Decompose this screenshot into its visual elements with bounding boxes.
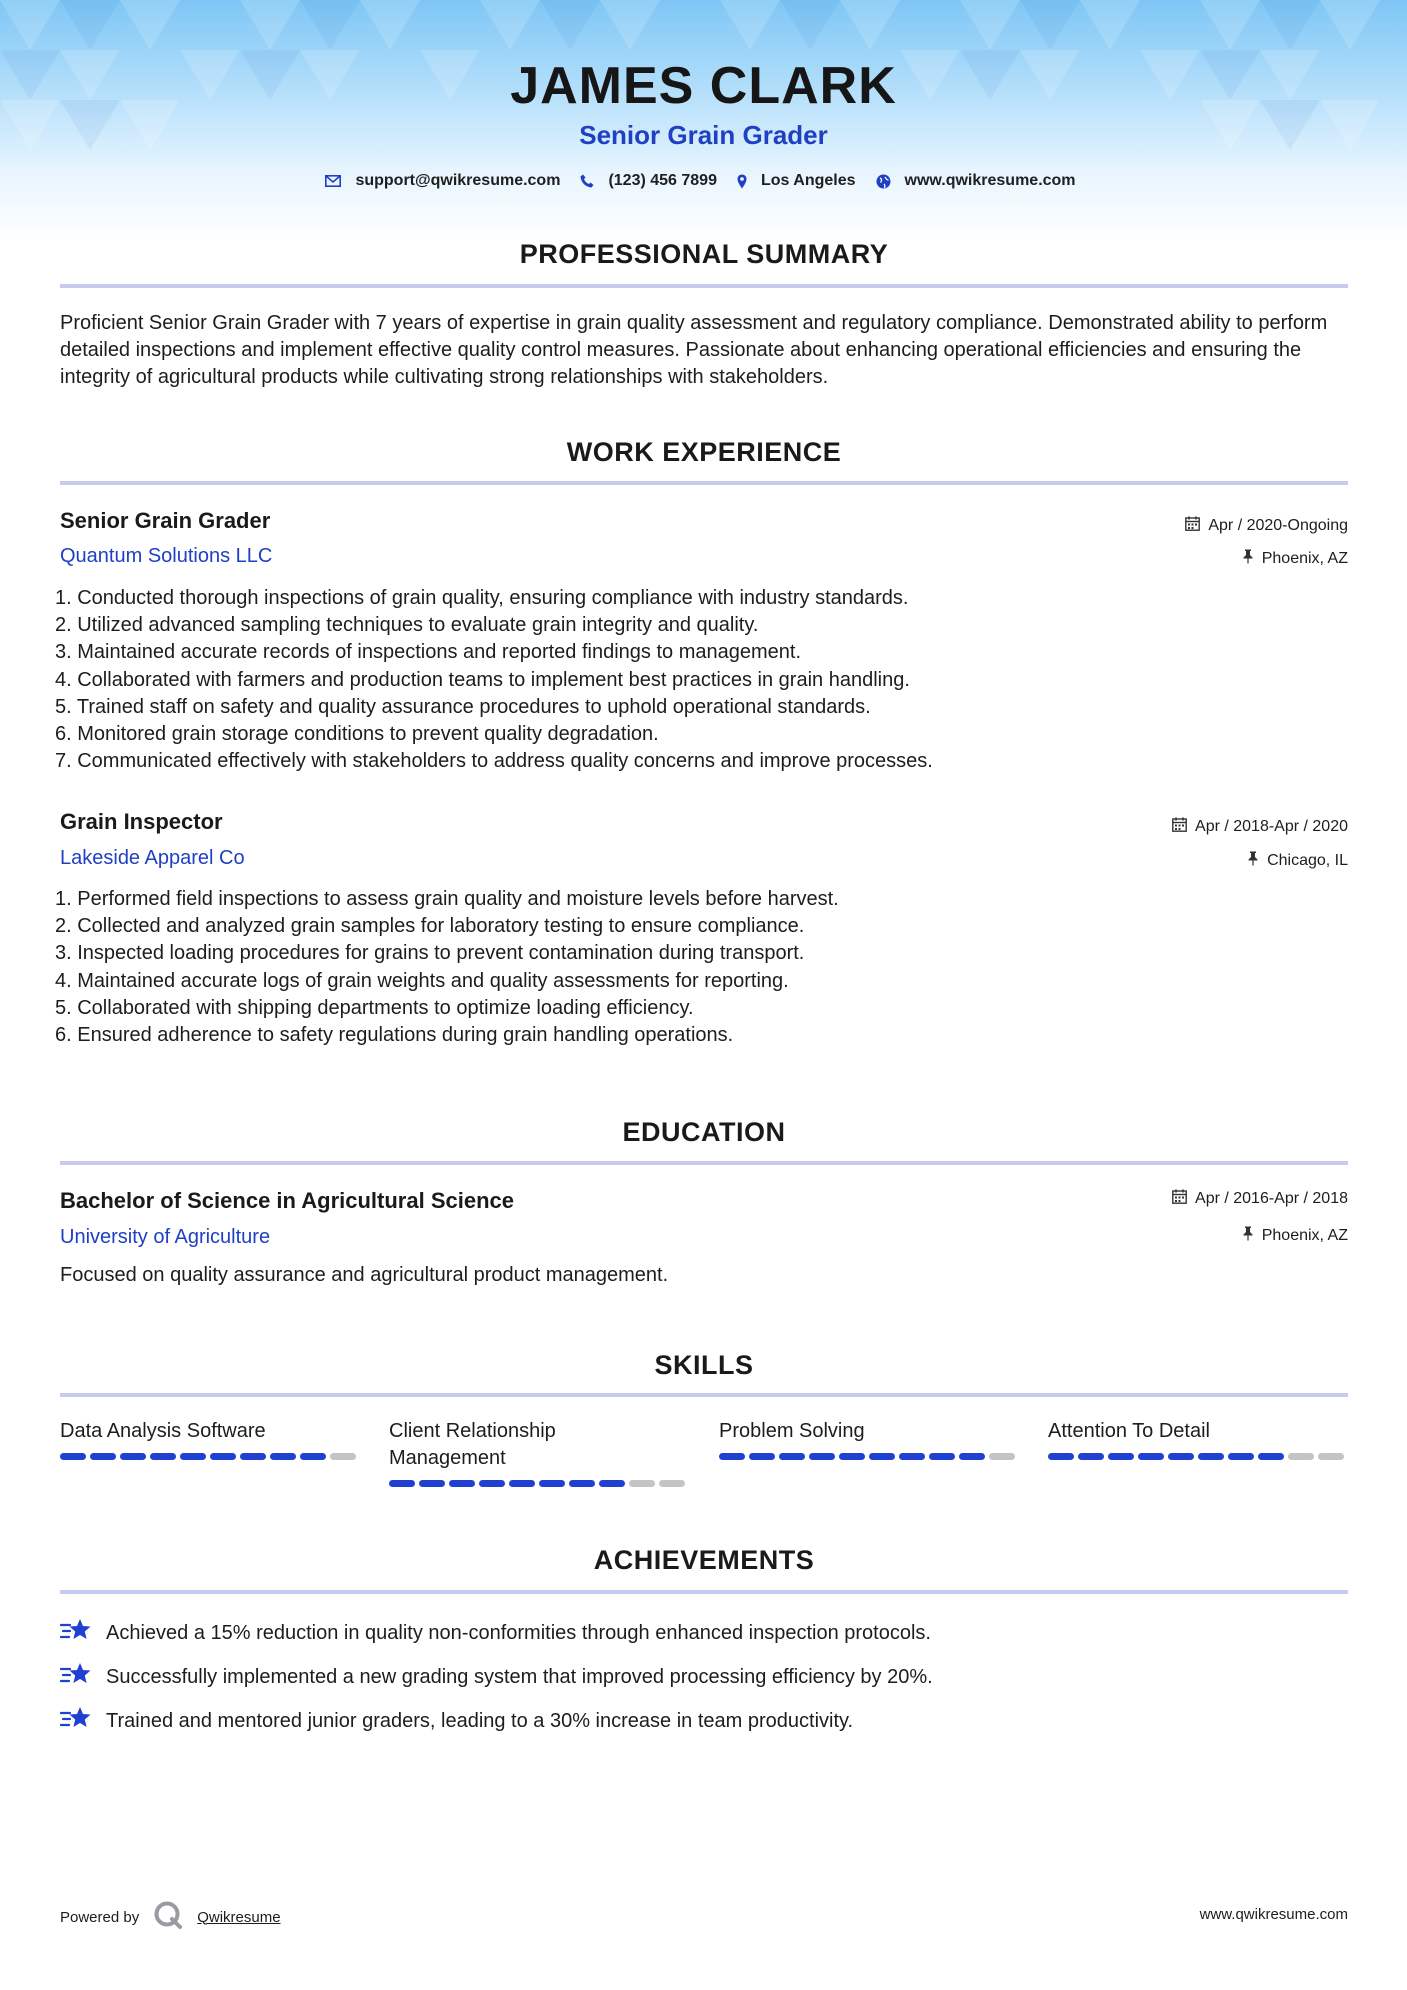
education-dates [1172,1189,1348,1209]
skill-segment-filled [839,1453,865,1460]
job-company: Quantum Solutions LLC [60,545,273,567]
pushpin-icon [1242,1226,1254,1246]
skill-level-bar [389,1480,689,1487]
skill-segment-filled [479,1480,505,1487]
skill-segment-filled [509,1480,535,1487]
skill-segment-filled [539,1480,565,1487]
skill-segment-filled [1078,1453,1104,1460]
skill-level-bar [719,1453,1019,1460]
candidate-name: JAMES CLARK [510,57,897,115]
job-title: Grain Inspector [60,809,223,834]
skill-segment-filled [959,1453,985,1460]
skill-segment-filled [1168,1453,1194,1460]
list-item: 5. Collaborated with shipping departments to optimize loading efficiency. [55,996,694,1019]
degree-title: Bachelor of Science in Agricultural Science [60,1188,514,1213]
list-item: 4. Maintained accurate logs of grain weights and quality assessments for reporting. [55,969,789,992]
star-icon [60,1616,92,1650]
job-dates-text: Apr / 2020-Ongoing [1208,517,1348,534]
calendar-icon [1185,516,1200,536]
summary-divider [60,284,1348,288]
skill-level-bar [60,1453,360,1460]
calendar-icon [1172,1189,1187,1209]
skill-segment-filled [599,1480,625,1487]
skill-segment-filled [150,1453,176,1460]
pushpin-icon [1247,851,1259,871]
skill-name: Client Relationship Management [389,1420,556,1469]
contact-email[interactable] [325,172,560,190]
skill-segment-filled [300,1453,326,1460]
skill-segment-filled [809,1453,835,1460]
calendar-icon [1172,817,1187,837]
skill-segment-filled [1138,1453,1164,1460]
contact-phone-text: (123) 456 7899 [608,172,717,189]
skill-item [60,1418,360,1460]
job-company: Lakeside Apparel Co [60,847,245,869]
footer-website-link[interactable]: www.qwikresume.com [1199,1906,1348,1923]
list-item: 3. Maintained accurate records of inspections and reported findings to management. [55,641,801,664]
job-responsibilities [55,585,933,775]
job-location [1247,851,1348,871]
candidate-title: Senior Grain Grader [579,120,828,150]
skill-segment-filled [419,1480,445,1487]
skill-segment-filled [240,1453,266,1460]
skill-item [1048,1418,1348,1460]
skill-name: Data Analysis Software [60,1420,266,1442]
achievements-heading: ACHIEVEMENTS [593,1545,815,1575]
skills-heading: SKILLS [654,1350,754,1380]
brand-link[interactable]: Qwikresume [197,1908,281,1926]
education-dates-text: Apr / 2016-Apr / 2018 [1195,1190,1348,1207]
skill-segment-filled [389,1480,415,1487]
list-item: 2. Collected and analyzed grain samples for laboratory testing to ensure compliance. [55,915,805,938]
skill-item [719,1418,1019,1460]
list-item: 3. Inspected loading procedures for grains to prevent contamination during transport. [55,942,805,965]
job-dates-text: Apr / 2018-Apr / 2020 [1195,818,1348,835]
job-location-text: Chicago, IL [1267,852,1348,869]
list-item: 1. Conducted thorough inspections of grain quality, ensuring compliance with industry standards. [55,587,909,609]
powered-by-label: Powered by [60,1908,140,1926]
skill-segment-filled [1048,1453,1074,1460]
skill-segment-filled [210,1453,236,1460]
list-item: 1. Performed field inspections to assess grain quality and moisture levels before harvest. [55,888,839,910]
skill-segment-empty [1318,1453,1344,1460]
education-divider [60,1161,1348,1165]
school-name: University of Agriculture [60,1226,271,1248]
qwikresume-logo-icon [153,1900,183,1934]
footer-powered-by [60,1900,281,1934]
achievement-text: Achieved a 15% reduction in quality non-conformities through enhanced inspection protocols. [106,1621,931,1644]
skill-segment-filled [1198,1453,1224,1460]
star-icon [60,1660,92,1694]
achievement-text: Successfully implemented a new grading system that improved processing efficiency by 20%. [106,1665,933,1688]
education-description: Focused on quality assurance and agricultural product management. [60,1264,669,1286]
skill-segment-filled [180,1453,206,1460]
list-item: 6. Monitored grain storage conditions to prevent quality degradation. [55,723,659,746]
envelope-icon [325,175,341,187]
star-icon [60,1704,92,1738]
globe-icon [876,174,891,189]
achievement-text: Trained and mentored junior graders, leading to a 30% increase in team productivity. [106,1709,854,1732]
education-location-text: Phoenix, AZ [1261,1227,1348,1244]
contact-phone[interactable] [580,172,717,190]
contact-website-text: www.qwikresume.com [904,172,1076,189]
achievements-divider [60,1590,1348,1594]
skill-segment-filled [779,1453,805,1460]
summary-text: Proficient Senior Grain Grader with 7 years of expertise in grain quality assessment and regulatory compliance. Demonstrated ability to perform detailed inspections and implement effective quality control measures. Passionate about enhancing operational efficiencies and ensuring the integrity of agricultural products while cultivating strong relationships with stakeholders. [60,312,1328,388]
skill-segment-empty [1288,1453,1314,1460]
skill-name: Problem Solving [719,1420,865,1442]
skill-segment-filled [1228,1453,1254,1460]
skill-name: Attention To Detail [1048,1420,1210,1442]
skill-item [389,1418,689,1487]
job-dates [1185,516,1348,536]
list-item: 2. Utilized advanced sampling techniques to evaluate grain integrity and quality. [55,614,759,637]
skill-segment-filled [749,1453,775,1460]
skill-segment-filled [869,1453,895,1460]
job-location-text: Phoenix, AZ [1261,550,1348,567]
list-item: 5. Trained staff on safety and quality assurance procedures to uphold operational standards. [55,695,871,718]
skill-segment-filled [929,1453,955,1460]
skills-divider [60,1393,1348,1397]
skill-segment-filled [60,1453,86,1460]
skill-segment-filled [719,1453,745,1460]
job-responsibilities [55,886,839,1049]
achievement-item [60,1660,933,1694]
list-item: 4. Collaborated with farmers and production teams to implement best practices in grain handling. [55,668,910,691]
job-dates [1172,817,1348,837]
skill-segment-filled [90,1453,116,1460]
achievement-item [60,1704,853,1738]
skill-segment-empty [659,1480,685,1487]
skill-segment-empty [629,1480,655,1487]
skill-segment-empty [330,1453,356,1460]
list-item: 6. Ensured adherence to safety regulations during grain handling operations. [55,1024,734,1047]
contact-location [737,172,856,190]
job-location [1242,549,1348,569]
skill-segment-filled [899,1453,925,1460]
skill-segment-empty [989,1453,1015,1460]
education-location [1242,1226,1348,1246]
list-item: 7. Communicated effectively with stakeholders to address quality concerns and improve processes. [55,750,933,773]
education-heading: EDUCATION [622,1117,786,1147]
contact-location-text: Los Angeles [760,172,856,189]
skill-segment-filled [449,1480,475,1487]
skill-segment-filled [569,1480,595,1487]
job-title: Senior Grain Grader [60,508,271,533]
map-pin-icon [737,174,747,189]
skill-level-bar [1048,1453,1348,1460]
skill-segment-filled [270,1453,296,1460]
achievement-item [60,1616,931,1650]
contact-email-text: support@qwikresume.com [355,172,561,189]
experience-heading: WORK EXPERIENCE [566,437,842,467]
pushpin-icon [1242,549,1254,569]
experience-divider [60,481,1348,485]
skill-segment-filled [1108,1453,1134,1460]
summary-heading: PROFESSIONAL SUMMARY [519,239,889,269]
phone-icon [580,174,594,188]
contact-website[interactable] [876,172,1076,190]
skill-segment-filled [1258,1453,1284,1460]
contact-bar [0,172,1407,190]
skill-segment-filled [120,1453,146,1460]
